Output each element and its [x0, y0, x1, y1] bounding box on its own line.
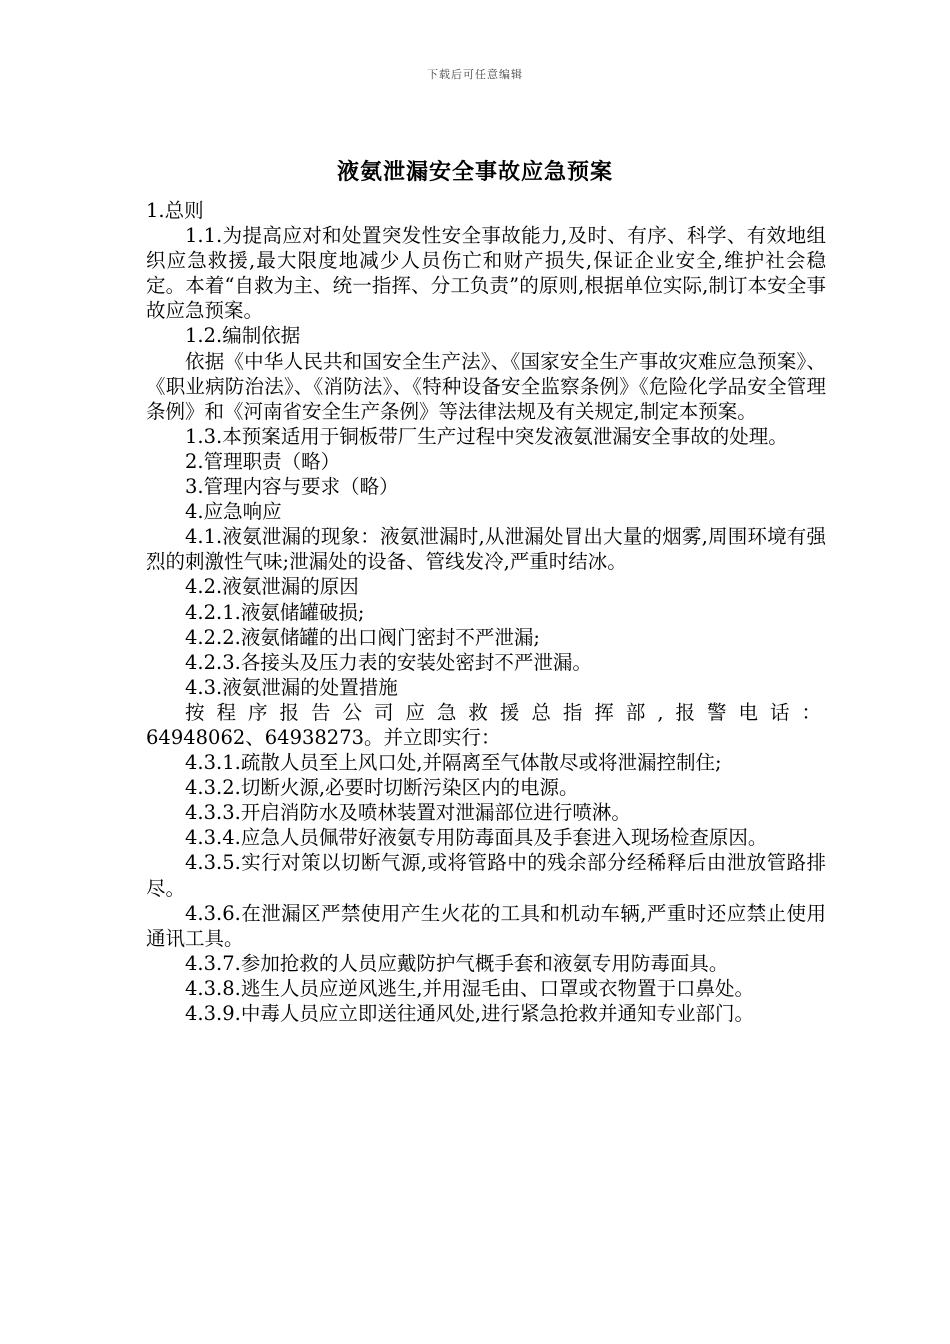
- list-item: 4.3.5.实行对策以切断气源,或将管路中的残余部分经稀释后由泄放管路排尽。: [146, 851, 826, 900]
- subsection-heading: 1.2.编制依据: [185, 324, 301, 348]
- list-item: 4.3.6.在泄漏区严禁使用产生火花的工具和机动车辆,严重时还应禁止使用通讯工具。: [146, 901, 826, 950]
- report-line: 按程序报告公司应急救援总指挥部,报警电话：: [185, 700, 826, 724]
- section-heading: 4.应急响应: [185, 500, 282, 524]
- paragraph: 1.1.为提高应对和处置突发性安全事故能力,及时、有序、科学、有效地组织应急救援,最大限度地减少人员伤亡和财产损失,保证企业安全,维护社会稳定。本着“自救为主、统一指挥、分工负责”的原则,根据单位实际,制订本安全事故应急预案。: [146, 224, 826, 323]
- list-item: 4.2.3.各接头及压力表的安装处密封不严泄漏。: [185, 650, 592, 674]
- paragraph: 1.3.本预案适用于铜板带厂生产过程中突发液氨泄漏安全事故的处理。: [185, 424, 788, 448]
- paragraph: 依据《中华人民共和国安全生产法》、《国家安全生产事故灾难应急预案》、《职业病防治法》、《消防法》、《特种设备安全监察条例》《危险化学品安全管理条例》和《河南省安全生产条例》等法律法规及有关规定,制定本预案。: [146, 349, 826, 423]
- list-item: 4.3.2.切断火源,必要时切断污染区内的电源。: [185, 776, 579, 800]
- page-header-note: 下载后可任意编辑: [427, 68, 523, 81]
- section-heading: 2.管理职责（略）: [185, 449, 341, 473]
- list-item: 4.3.4.应急人员佩带好液氨专用防毒面具及手套进入现场检查原因。: [185, 826, 768, 850]
- list-item: 4.3.3.开启消防水及喷林装置对泄漏部位进行喷淋。: [185, 801, 631, 825]
- section-heading: 3.管理内容与要求（略）: [185, 475, 399, 499]
- subsection-heading: 4.2.液氨泄漏的原因: [185, 575, 359, 599]
- section-heading: 1.总则: [146, 199, 204, 222]
- document-body: [146, 198, 826, 1026]
- list-item: 4.2.1.液氨储罐破损;: [185, 600, 365, 624]
- paragraph: 4.1.液氨泄漏的现象：液氨泄漏时,从泄漏处冒出大量的烟雾,周围环境有强烈的刺激性气味;泄漏处的设备、管线发冷,严重时结冰。: [146, 525, 826, 574]
- list-item: 4.3.7.参加抢救的人员应戴防护气概手套和液氨专用防毒面具。: [185, 951, 729, 975]
- list-item: 4.2.2.液氨储罐的出口阀门密封不严泄漏;: [185, 625, 540, 649]
- document-title: 液氨泄漏安全事故应急预案: [336, 159, 613, 185]
- list-item: 4.3.9.中毒人员应立即送往通风处,进行紧急抢救并通知专业部门。: [185, 1002, 755, 1025]
- subsection-heading: 4.3.液氨泄漏的处置措施: [185, 675, 398, 699]
- list-item: 4.3.8.逃生人员应逆风逃生,并用湿毛由、口罩或衣物置于口鼻处。: [185, 976, 755, 1000]
- phone-numbers-line: 64948062、64938273。并立即实行：: [146, 725, 501, 749]
- list-item: 4.3.1.疏散人员至上风口处,并隔离至气体散尽或将泄漏控制住;: [185, 751, 722, 775]
